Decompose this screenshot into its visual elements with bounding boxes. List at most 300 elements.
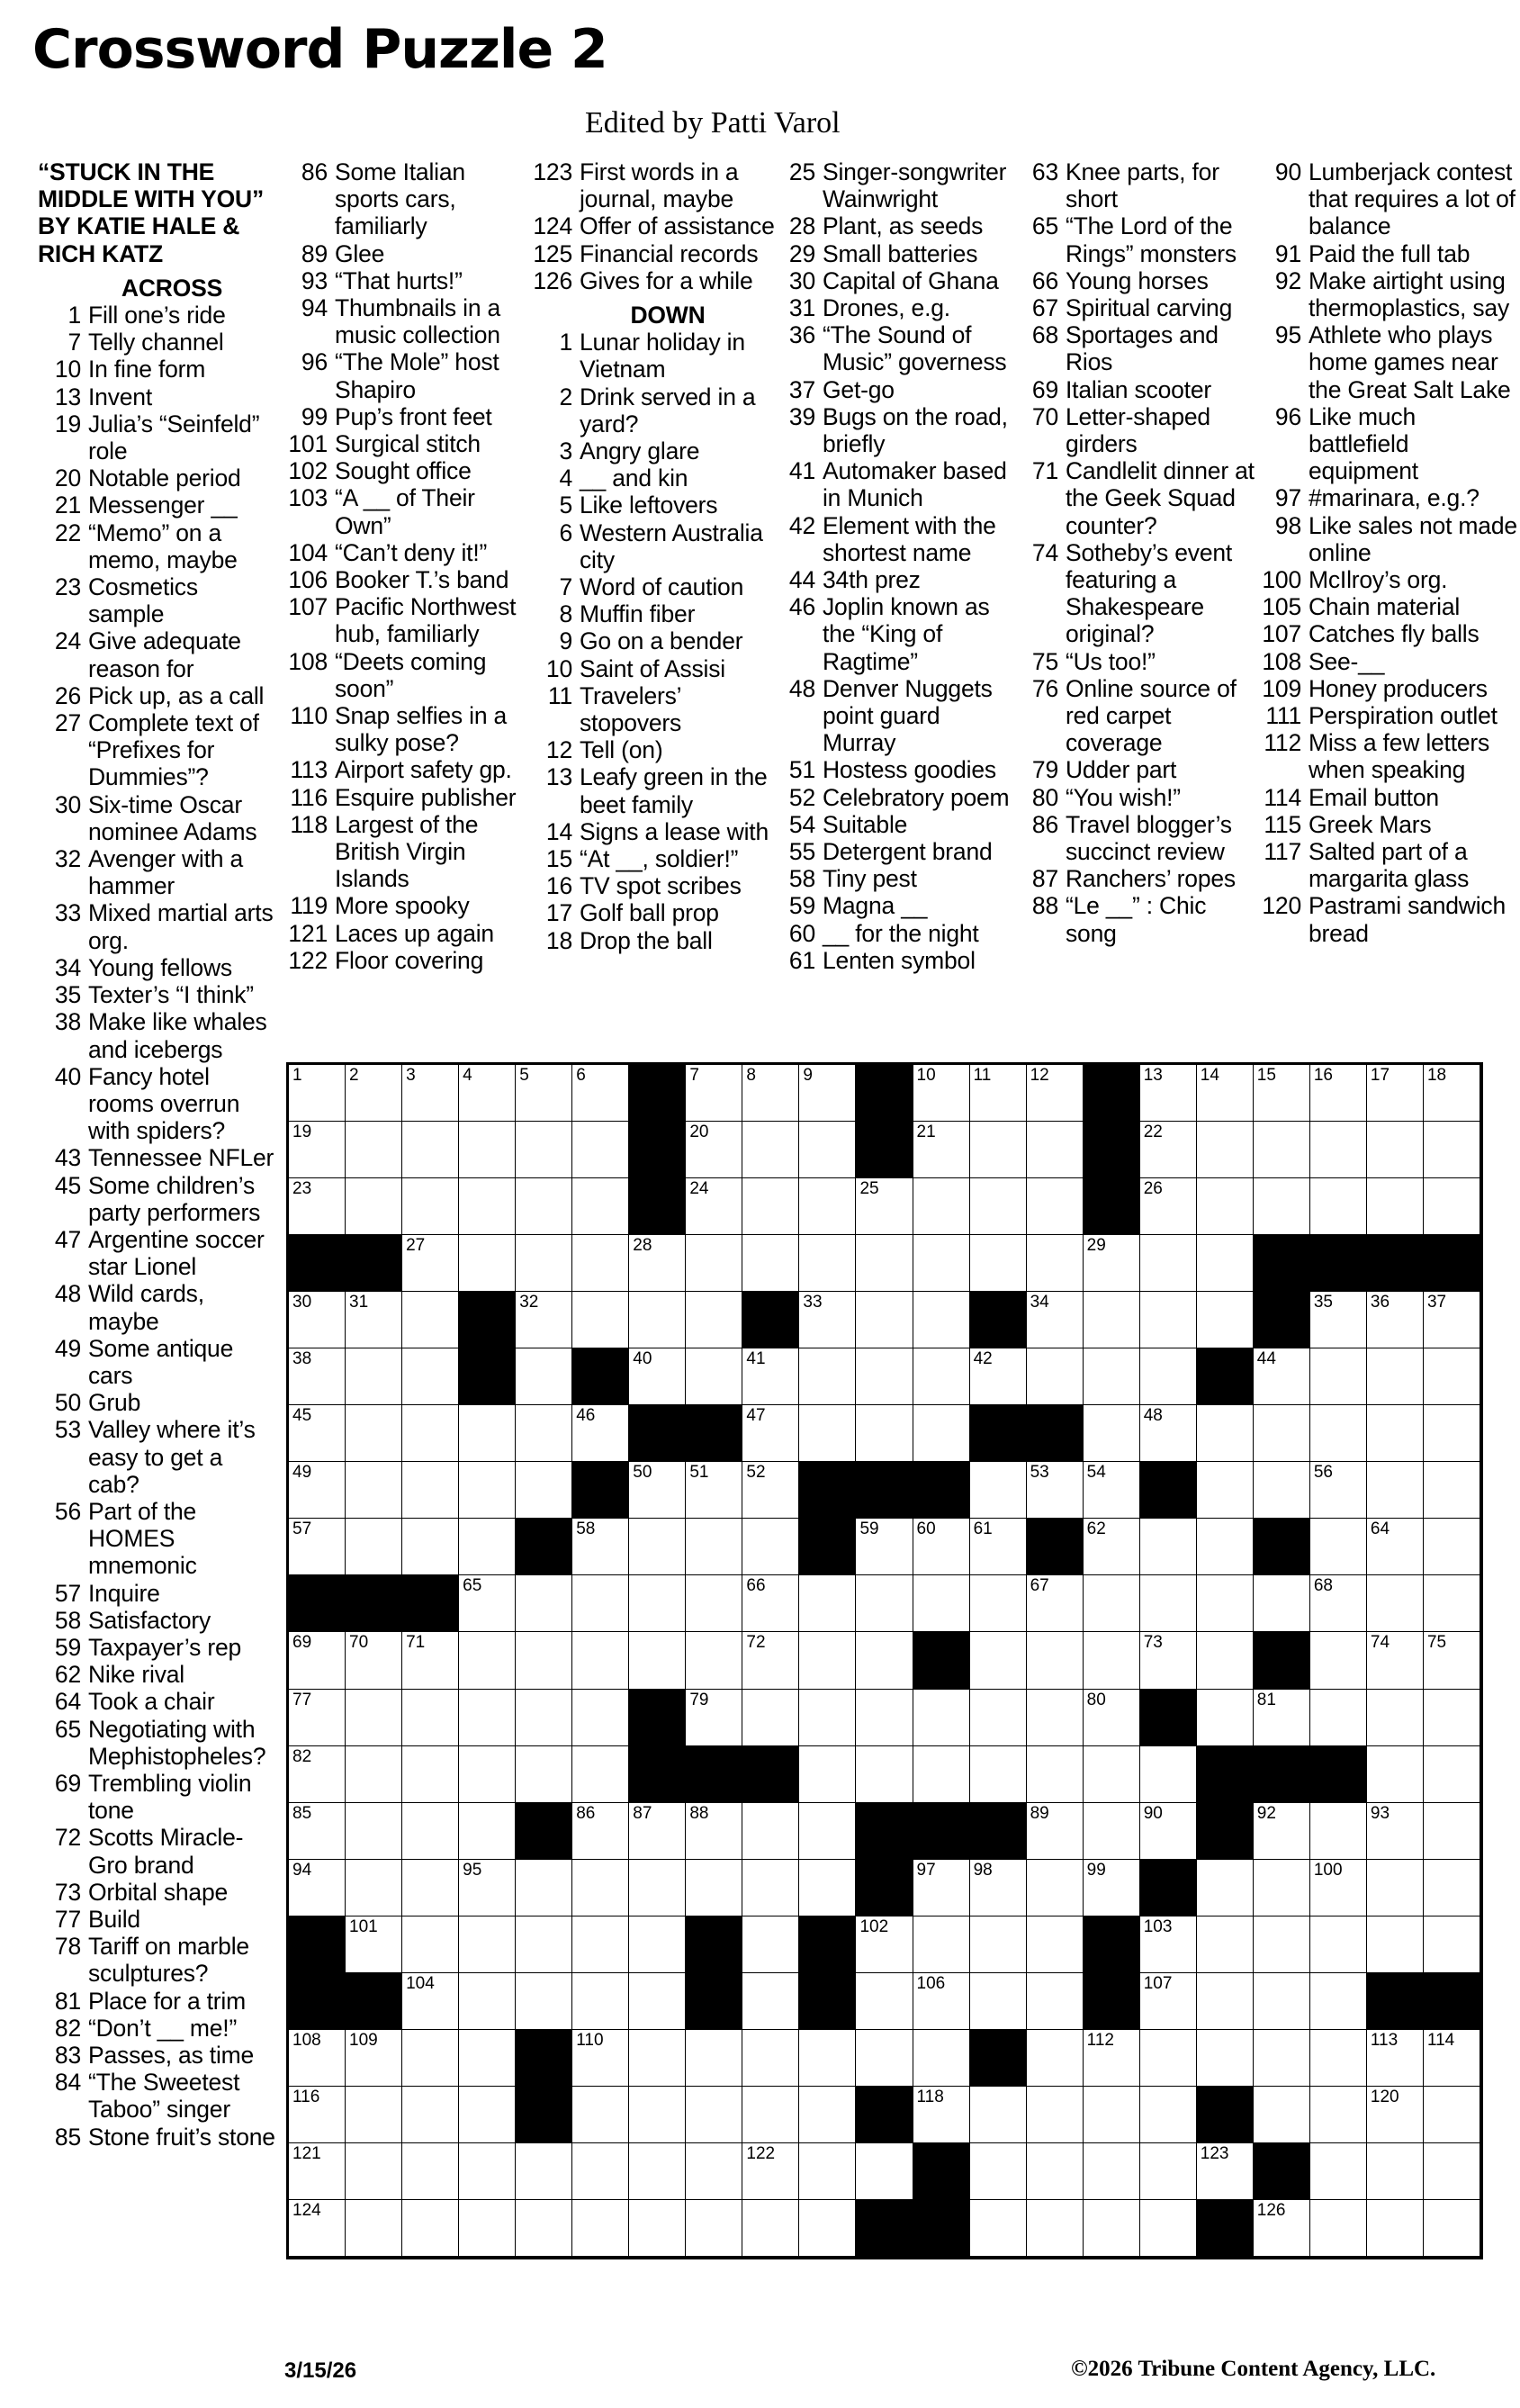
- across-clue-59[interactable]: [32, 1634, 275, 1661]
- grid-cell[interactable]: [1424, 1065, 1480, 1122]
- grid-cell[interactable]: [1197, 1292, 1254, 1348]
- down-clue-30[interactable]: [767, 267, 1019, 294]
- grid-cell[interactable]: [402, 1405, 459, 1462]
- grid-cell[interactable]: [1027, 1575, 1084, 1632]
- grid-cell[interactable]: [516, 1292, 572, 1348]
- grid-cell[interactable]: [289, 1292, 346, 1348]
- grid-cell[interactable]: [629, 1860, 686, 1916]
- down-clue-79[interactable]: [1010, 756, 1262, 783]
- grid-cell[interactable]: [1367, 1405, 1424, 1462]
- grid-cell[interactable]: [970, 1860, 1027, 1916]
- grid-cell[interactable]: [346, 1632, 402, 1689]
- grid-cell[interactable]: [516, 1575, 572, 1632]
- grid-cell[interactable]: [686, 1690, 742, 1746]
- across-clue-82[interactable]: [32, 2015, 275, 2042]
- across-clue-108[interactable]: [279, 648, 531, 702]
- grid-cell[interactable]: [459, 1803, 516, 1860]
- grid-cell[interactable]: [913, 1519, 970, 1575]
- grid-cell[interactable]: [459, 1235, 516, 1292]
- grid-cell[interactable]: [1310, 1632, 1367, 1689]
- grid-cell[interactable]: [459, 1746, 516, 1803]
- grid-cell[interactable]: [1084, 2143, 1140, 2200]
- grid-cell[interactable]: [289, 1178, 346, 1235]
- grid-cell[interactable]: [402, 1292, 459, 1348]
- across-clue-113[interactable]: [279, 756, 531, 783]
- down-clue-4[interactable]: [524, 464, 776, 492]
- grid-cell[interactable]: [1140, 1292, 1197, 1348]
- grid-cell[interactable]: [1424, 1348, 1480, 1405]
- grid-cell[interactable]: [1367, 1803, 1424, 1860]
- grid-cell[interactable]: [742, 1916, 799, 1973]
- grid-cell[interactable]: [686, 2200, 742, 2257]
- grid-cell[interactable]: [1424, 1746, 1480, 1803]
- grid-cell[interactable]: [1084, 1860, 1140, 1916]
- grid-cell[interactable]: [856, 1690, 913, 1746]
- across-clue-58[interactable]: [32, 1607, 275, 1634]
- grid-cell[interactable]: [970, 1348, 1027, 1405]
- grid-cell[interactable]: [1310, 1462, 1367, 1519]
- grid-cell[interactable]: [1424, 1405, 1480, 1462]
- grid-cell[interactable]: [289, 1519, 346, 1575]
- grid-cell[interactable]: [1424, 1122, 1480, 1178]
- down-clue-10[interactable]: [524, 655, 776, 682]
- grid-cell[interactable]: [1254, 1122, 1310, 1178]
- grid-cell[interactable]: [1254, 2200, 1310, 2257]
- grid-cell[interactable]: [402, 1519, 459, 1575]
- grid-cell[interactable]: [1310, 2200, 1367, 2257]
- down-clue-11[interactable]: [524, 682, 776, 736]
- grid-cell[interactable]: [856, 1575, 913, 1632]
- down-clue-46[interactable]: [767, 593, 1019, 675]
- across-clue-33[interactable]: [32, 899, 275, 953]
- grid-cell[interactable]: [1197, 1860, 1254, 1916]
- grid-cell[interactable]: [516, 1860, 572, 1916]
- down-clue-109[interactable]: [1253, 675, 1518, 702]
- grid-cell[interactable]: [1084, 1405, 1140, 1462]
- down-clue-75[interactable]: [1010, 648, 1262, 675]
- across-clue-116[interactable]: [279, 784, 531, 811]
- grid-cell[interactable]: [459, 2143, 516, 2200]
- grid-cell[interactable]: [629, 1632, 686, 1689]
- grid-cell[interactable]: [1197, 1632, 1254, 1689]
- grid-cell[interactable]: [856, 1405, 913, 1462]
- across-clue-106[interactable]: [279, 566, 531, 593]
- across-clue-50[interactable]: [32, 1389, 275, 1416]
- grid-cell[interactable]: [742, 1405, 799, 1462]
- across-clue-32[interactable]: [32, 845, 275, 899]
- grid-cell[interactable]: [799, 1860, 856, 1916]
- down-clue-14[interactable]: [524, 818, 776, 845]
- grid-cell[interactable]: [1084, 1803, 1140, 1860]
- grid-cell[interactable]: [1367, 2030, 1424, 2087]
- grid-cell[interactable]: [1424, 2143, 1480, 2200]
- grid-cell[interactable]: [629, 1519, 686, 1575]
- across-clue-34[interactable]: [32, 954, 275, 981]
- grid-cell[interactable]: [402, 1803, 459, 1860]
- grid-cell[interactable]: [629, 1292, 686, 1348]
- grid-cell[interactable]: [289, 2200, 346, 2257]
- grid-cell[interactable]: [1140, 1235, 1197, 1292]
- grid-cell[interactable]: [856, 1746, 913, 1803]
- grid-cell[interactable]: [1027, 1292, 1084, 1348]
- grid-cell[interactable]: [289, 1632, 346, 1689]
- grid-cell[interactable]: [1197, 1462, 1254, 1519]
- grid-cell[interactable]: [1310, 2143, 1367, 2200]
- grid-cell[interactable]: [572, 1690, 629, 1746]
- down-clue-98[interactable]: [1253, 512, 1518, 566]
- grid-cell[interactable]: [572, 1916, 629, 1973]
- grid-cell[interactable]: [1310, 2087, 1367, 2143]
- grid-cell[interactable]: [346, 1122, 402, 1178]
- grid-cell[interactable]: [799, 1405, 856, 1462]
- down-clue-69[interactable]: [1010, 376, 1262, 403]
- grid-cell[interactable]: [970, 2087, 1027, 2143]
- grid-cell[interactable]: [970, 1065, 1027, 1122]
- grid-cell[interactable]: [1367, 2143, 1424, 2200]
- grid-cell[interactable]: [289, 1405, 346, 1462]
- down-clue-28[interactable]: [767, 212, 1019, 239]
- down-clue-76[interactable]: [1010, 675, 1262, 757]
- down-clue-7[interactable]: [524, 573, 776, 600]
- grid-cell[interactable]: [346, 1292, 402, 1348]
- grid-cell[interactable]: [970, 2200, 1027, 2257]
- grid-cell[interactable]: [289, 1348, 346, 1405]
- grid-cell[interactable]: [572, 2143, 629, 2200]
- across-clue-23[interactable]: [32, 573, 275, 627]
- grid-cell[interactable]: [1254, 1405, 1310, 1462]
- grid-cell[interactable]: [346, 1519, 402, 1575]
- grid-cell[interactable]: [459, 1916, 516, 1973]
- grid-cell[interactable]: [1027, 1973, 1084, 2030]
- grid-cell[interactable]: [1140, 2030, 1197, 2087]
- down-clue-51[interactable]: [767, 756, 1019, 783]
- grid-cell[interactable]: [1424, 2087, 1480, 2143]
- grid-cell[interactable]: [346, 2143, 402, 2200]
- across-clue-57[interactable]: [32, 1580, 275, 1607]
- grid-cell[interactable]: [1027, 2200, 1084, 2257]
- grid-cell[interactable]: [856, 1292, 913, 1348]
- grid-cell[interactable]: [459, 2030, 516, 2087]
- down-clue-54[interactable]: [767, 811, 1019, 838]
- down-clue-88[interactable]: [1010, 892, 1262, 946]
- grid-cell[interactable]: [1140, 2200, 1197, 2257]
- grid-cell[interactable]: [1310, 1803, 1367, 1860]
- across-clue-45[interactable]: [32, 1172, 275, 1226]
- grid-cell[interactable]: [516, 1973, 572, 2030]
- grid-cell[interactable]: [913, 1916, 970, 1973]
- grid-cell[interactable]: [913, 1860, 970, 1916]
- down-clue-9[interactable]: [524, 627, 776, 654]
- grid-cell[interactable]: [1367, 1065, 1424, 1122]
- grid-cell[interactable]: [1197, 2030, 1254, 2087]
- grid-cell[interactable]: [1027, 1235, 1084, 1292]
- grid-cell[interactable]: [402, 2087, 459, 2143]
- grid-cell[interactable]: [1367, 1632, 1424, 1689]
- grid-cell[interactable]: [742, 1519, 799, 1575]
- grid-cell[interactable]: [799, 2200, 856, 2257]
- grid-cell[interactable]: [1027, 1746, 1084, 1803]
- grid-cell[interactable]: [742, 2030, 799, 2087]
- grid-cell[interactable]: [346, 2087, 402, 2143]
- grid-cell[interactable]: [629, 1462, 686, 1519]
- grid-cell[interactable]: [742, 1575, 799, 1632]
- grid-cell[interactable]: [629, 1348, 686, 1405]
- grid-cell[interactable]: [1367, 2200, 1424, 2257]
- grid-cell[interactable]: [913, 1065, 970, 1122]
- grid-cell[interactable]: [629, 1575, 686, 1632]
- grid-cell[interactable]: [1027, 1860, 1084, 1916]
- grid-cell[interactable]: [1084, 1235, 1140, 1292]
- grid-cell[interactable]: [799, 2030, 856, 2087]
- grid-cell[interactable]: [1197, 1916, 1254, 1973]
- grid-cell[interactable]: [686, 1632, 742, 1689]
- across-clue-65[interactable]: [32, 1716, 275, 1770]
- across-clue-7[interactable]: [32, 329, 275, 356]
- grid-cell[interactable]: [799, 1575, 856, 1632]
- grid-cell[interactable]: [459, 1860, 516, 1916]
- grid-cell[interactable]: [1084, 1746, 1140, 1803]
- grid-cell[interactable]: [459, 1462, 516, 1519]
- down-clue-36[interactable]: [767, 321, 1019, 375]
- grid-cell[interactable]: [1367, 1916, 1424, 1973]
- down-clue-112[interactable]: [1253, 729, 1518, 783]
- grid-cell[interactable]: [1424, 1632, 1480, 1689]
- grid-cell[interactable]: [629, 2200, 686, 2257]
- grid-cell[interactable]: [402, 1122, 459, 1178]
- grid-cell[interactable]: [459, 1575, 516, 1632]
- down-clue-58[interactable]: [767, 865, 1019, 892]
- grid-cell[interactable]: [1197, 1519, 1254, 1575]
- grid-cell[interactable]: [1027, 2087, 1084, 2143]
- grid-cell[interactable]: [970, 1122, 1027, 1178]
- across-clue-56[interactable]: [32, 1498, 275, 1580]
- grid-cell[interactable]: [1197, 1178, 1254, 1235]
- grid-cell[interactable]: [1084, 1292, 1140, 1348]
- grid-cell[interactable]: [629, 1916, 686, 1973]
- across-clue-103[interactable]: [279, 484, 531, 538]
- grid-cell[interactable]: [799, 1122, 856, 1178]
- grid-cell[interactable]: [1367, 1178, 1424, 1235]
- grid-cell[interactable]: [346, 1916, 402, 1973]
- grid-cell[interactable]: [1424, 2030, 1480, 2087]
- down-clue-18[interactable]: [524, 927, 776, 954]
- grid-cell[interactable]: [970, 1916, 1027, 1973]
- grid-cell[interactable]: [1084, 2087, 1140, 2143]
- across-clue-27[interactable]: [32, 709, 275, 791]
- down-clue-25[interactable]: [767, 158, 1019, 212]
- grid-cell[interactable]: [970, 1746, 1027, 1803]
- down-clue-105[interactable]: [1253, 593, 1518, 620]
- grid-cell[interactable]: [1254, 1803, 1310, 1860]
- grid-cell[interactable]: [572, 1519, 629, 1575]
- across-clue-73[interactable]: [32, 1879, 275, 1906]
- grid-cell[interactable]: [1140, 1519, 1197, 1575]
- grid-cell[interactable]: [459, 1519, 516, 1575]
- grid-cell[interactable]: [402, 1065, 459, 1122]
- grid-cell[interactable]: [742, 1803, 799, 1860]
- down-clue-80[interactable]: [1010, 784, 1262, 811]
- grid-cell[interactable]: [1367, 1462, 1424, 1519]
- grid-cell[interactable]: [1367, 1122, 1424, 1178]
- grid-cell[interactable]: [742, 1065, 799, 1122]
- grid-cell[interactable]: [970, 1519, 1027, 1575]
- down-clue-87[interactable]: [1010, 865, 1262, 892]
- across-clue-83[interactable]: [32, 2042, 275, 2069]
- grid-cell[interactable]: [970, 1235, 1027, 1292]
- across-clue-40[interactable]: [32, 1063, 275, 1145]
- grid-cell[interactable]: [686, 1235, 742, 1292]
- grid-cell[interactable]: [402, 1860, 459, 1916]
- down-clue-71[interactable]: [1010, 457, 1262, 539]
- grid-cell[interactable]: [1197, 1405, 1254, 1462]
- across-clue-104[interactable]: [279, 539, 531, 566]
- grid-cell[interactable]: [572, 2200, 629, 2257]
- grid-cell[interactable]: [1424, 1462, 1480, 1519]
- grid-cell[interactable]: [1424, 1519, 1480, 1575]
- down-clue-13[interactable]: [524, 763, 776, 817]
- grid-cell[interactable]: [742, 1462, 799, 1519]
- grid-cell[interactable]: [346, 1178, 402, 1235]
- grid-cell[interactable]: [1197, 1973, 1254, 2030]
- grid-cell[interactable]: [913, 1690, 970, 1746]
- grid-cell[interactable]: [1254, 1462, 1310, 1519]
- grid-cell[interactable]: [346, 1860, 402, 1916]
- grid-cell[interactable]: [1027, 1178, 1084, 1235]
- grid-cell[interactable]: [1310, 1405, 1367, 1462]
- grid-cell[interactable]: [1084, 1690, 1140, 1746]
- grid-cell[interactable]: [970, 1462, 1027, 1519]
- grid-cell[interactable]: [856, 1348, 913, 1405]
- grid-cell[interactable]: [1140, 1178, 1197, 1235]
- grid-cell[interactable]: [516, 1065, 572, 1122]
- down-clue-6[interactable]: [524, 519, 776, 573]
- down-clue-117[interactable]: [1253, 838, 1518, 892]
- grid-cell[interactable]: [1367, 1690, 1424, 1746]
- grid-cell[interactable]: [402, 1235, 459, 1292]
- grid-cell[interactable]: [402, 1746, 459, 1803]
- across-clue-19[interactable]: [32, 410, 275, 464]
- across-clue-64[interactable]: [32, 1688, 275, 1715]
- across-clue-93[interactable]: [279, 267, 531, 294]
- down-clue-41[interactable]: [767, 457, 1019, 511]
- grid-cell[interactable]: [1197, 1122, 1254, 1178]
- down-clue-70[interactable]: [1010, 403, 1262, 457]
- down-clue-2[interactable]: [524, 383, 776, 437]
- grid-cell[interactable]: [970, 1690, 1027, 1746]
- across-clue-43[interactable]: [32, 1144, 275, 1171]
- across-clue-86[interactable]: [279, 158, 531, 240]
- grid-cell[interactable]: [572, 1632, 629, 1689]
- across-clue-119[interactable]: [279, 892, 531, 919]
- grid-cell[interactable]: [742, 1860, 799, 1916]
- grid-cell[interactable]: [346, 2030, 402, 2087]
- down-clue-52[interactable]: [767, 784, 1019, 811]
- grid-cell[interactable]: [686, 1348, 742, 1405]
- grid-cell[interactable]: [1424, 1860, 1480, 1916]
- grid-cell[interactable]: [856, 1519, 913, 1575]
- grid-cell[interactable]: [289, 2143, 346, 2200]
- grid-cell[interactable]: [1310, 1292, 1367, 1348]
- grid-cell[interactable]: [742, 1690, 799, 1746]
- grid-cell[interactable]: [516, 2143, 572, 2200]
- across-clue-10[interactable]: [32, 356, 275, 383]
- grid-cell[interactable]: [572, 1746, 629, 1803]
- grid-cell[interactable]: [742, 1632, 799, 1689]
- grid-cell[interactable]: [346, 1405, 402, 1462]
- grid-cell[interactable]: [970, 2143, 1027, 2200]
- grid-cell[interactable]: [686, 1519, 742, 1575]
- across-clue-77[interactable]: [32, 1906, 275, 1933]
- grid-cell[interactable]: [686, 1860, 742, 1916]
- grid-cell[interactable]: [572, 1065, 629, 1122]
- grid-cell[interactable]: [1140, 1575, 1197, 1632]
- grid-cell[interactable]: [686, 1803, 742, 1860]
- grid-cell[interactable]: [742, 2143, 799, 2200]
- grid-cell[interactable]: [572, 1973, 629, 2030]
- grid-cell[interactable]: [1367, 1292, 1424, 1348]
- across-clue-20[interactable]: [32, 464, 275, 492]
- grid-cell[interactable]: [1424, 1178, 1480, 1235]
- grid-cell[interactable]: [799, 1632, 856, 1689]
- down-clue-42[interactable]: [767, 512, 1019, 566]
- down-clue-12[interactable]: [524, 736, 776, 763]
- down-clue-95[interactable]: [1253, 321, 1518, 403]
- grid-cell[interactable]: [799, 1178, 856, 1235]
- across-clue-122[interactable]: [279, 947, 531, 974]
- grid-cell[interactable]: [799, 1235, 856, 1292]
- across-clue-94[interactable]: [279, 294, 531, 348]
- grid-cell[interactable]: [516, 1916, 572, 1973]
- grid-cell[interactable]: [1424, 1690, 1480, 1746]
- grid-cell[interactable]: [402, 1632, 459, 1689]
- grid-cell[interactable]: [516, 1178, 572, 1235]
- grid-cell[interactable]: [1084, 2030, 1140, 2087]
- down-clue-37[interactable]: [767, 376, 1019, 403]
- grid-cell[interactable]: [686, 1575, 742, 1632]
- grid-cell[interactable]: [459, 1973, 516, 2030]
- grid-cell[interactable]: [1140, 1916, 1197, 1973]
- grid-cell[interactable]: [402, 2200, 459, 2257]
- grid-cell[interactable]: [402, 1348, 459, 1405]
- grid-cell[interactable]: [970, 1632, 1027, 1689]
- down-clue-44[interactable]: [767, 566, 1019, 593]
- grid-cell[interactable]: [686, 2030, 742, 2087]
- grid-cell[interactable]: [516, 1348, 572, 1405]
- grid-cell[interactable]: [629, 2143, 686, 2200]
- grid-cell[interactable]: [346, 1065, 402, 1122]
- grid-cell[interactable]: [346, 1803, 402, 1860]
- grid-cell[interactable]: [913, 1178, 970, 1235]
- grid-cell[interactable]: [572, 1803, 629, 1860]
- grid-cell[interactable]: [516, 1690, 572, 1746]
- grid-cell[interactable]: [686, 2087, 742, 2143]
- across-clue-121[interactable]: [279, 920, 531, 947]
- grid-cell[interactable]: [686, 1178, 742, 1235]
- grid-cell[interactable]: [402, 2030, 459, 2087]
- grid-cell[interactable]: [459, 1122, 516, 1178]
- grid-cell[interactable]: [1310, 1519, 1367, 1575]
- down-clue-3[interactable]: [524, 437, 776, 464]
- down-clue-48[interactable]: [767, 675, 1019, 757]
- across-clue-35[interactable]: [32, 981, 275, 1008]
- grid-cell[interactable]: [1027, 1348, 1084, 1405]
- grid-cell[interactable]: [686, 1292, 742, 1348]
- grid-cell[interactable]: [742, 2200, 799, 2257]
- grid-cell[interactable]: [289, 1122, 346, 1178]
- across-clue-1[interactable]: [32, 302, 275, 329]
- grid-cell[interactable]: [629, 2030, 686, 2087]
- grid-cell[interactable]: [913, 1235, 970, 1292]
